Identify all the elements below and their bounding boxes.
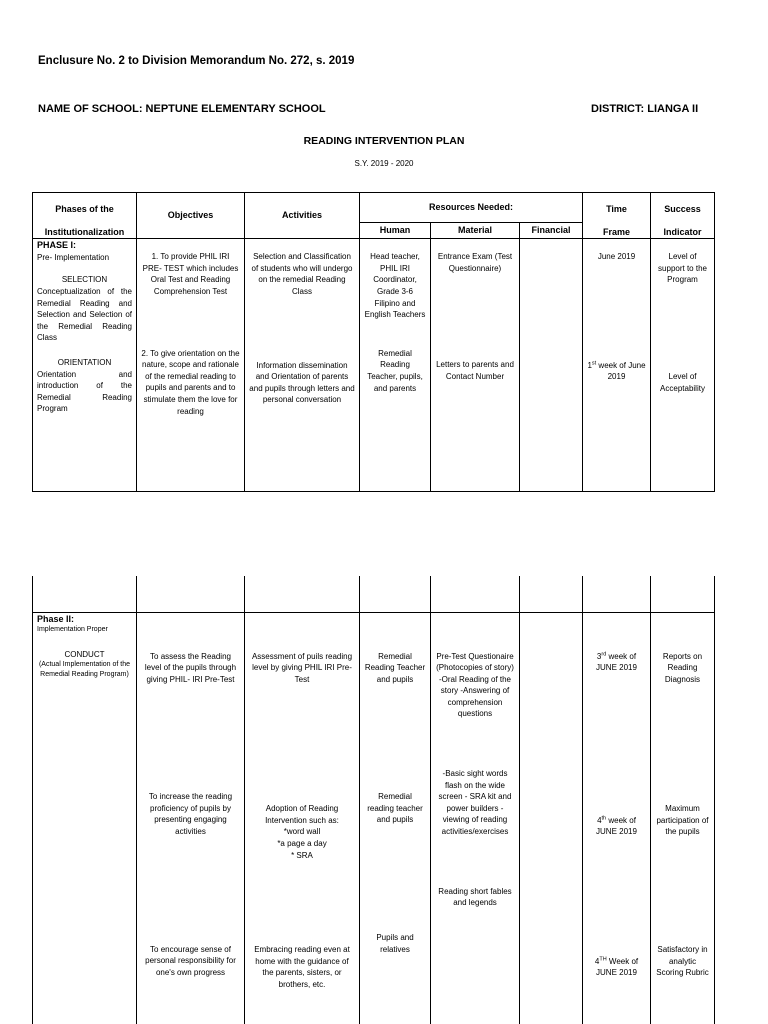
time-cell: June 2019 1st week of June 2019: [583, 239, 651, 492]
col-human: Human: [360, 223, 431, 239]
district-name: DISTRICT: LIANGA II: [591, 103, 699, 115]
material-cell: Entrance Exam (Test Questionnaire) Letters to parents and Contact Number: [431, 239, 520, 492]
selection-desc: Conceptualization of the Remedial Reading and Selection and Selection of the Remedial Reading Class: [37, 286, 132, 343]
orientation-heading: ORIENTATION: [57, 357, 112, 367]
col-objectives: Objectives: [137, 193, 245, 239]
school-name: NAME OF SCHOOL: NEPTUNE ELEMENTARY SCHOOL: [38, 103, 326, 115]
financial-cell: [520, 612, 583, 1024]
col-success-indicator: Success Indicator: [651, 193, 715, 239]
objective-cell: 1. To provide PHIL IRI PRE- TEST which includes Oral Test and Reading Comprehension Test 2. To give orientation on the nature, scope and rationale of the remedial reading to pupils and parents and to stimulate them the love for reading: [137, 239, 245, 492]
col-resources: Resources Needed:: [360, 193, 583, 223]
conduct-heading: CONDUCT: [64, 649, 105, 659]
col-time-frame: Time Frame: [583, 193, 651, 239]
plan-title: READING INTERVENTION PLAN: [303, 135, 465, 147]
objective-cell: To assess the Reading level of the pupils through giving PHIL- IRI Pre-Test To increase the reading proficiency of pupils by presenting engaging activities To encourage sense of personal responsibility for one's own progress: [137, 612, 245, 1024]
col-material: Material: [431, 223, 520, 239]
enclosure-line: Enclusure No. 2 to Division Memorandum No. 272, s. 2019: [38, 55, 355, 67]
table-row: [33, 612, 715, 1024]
phase1-subtitle: Pre- Implementation: [37, 252, 110, 262]
time-cell: 3rd week of JUNE 2019 4th week of JUNE 2019 4TH Week of JUNE 2019: [583, 612, 651, 1024]
col-phases: Phases of the Institutionalization: [33, 193, 137, 239]
activity-cell: Selection and Classification of students who will undergo on the remedial Reading Class Information dissemination and Orientation of parents and pupils through letters and personal conversation: [245, 239, 360, 492]
intervention-table-page2: [32, 576, 715, 1024]
phase-cell: [33, 612, 137, 1024]
school-year: S.Y. 2019 - 2020: [354, 159, 414, 168]
table-row: [33, 239, 715, 492]
success-cell: Reports on Reading Diagnosis Maximum participation of the pupils Satisfactory in analytic Scoring Rubric: [651, 612, 715, 1024]
human-cell: Head teacher, PHIL IRI Coordinator, Grade 3-6 Filipino and English Teachers Remedial Reading Teacher, pupils, and parents: [360, 239, 431, 492]
orientation-desc: Orientation and introduction of the Remedial Reading Program: [37, 369, 132, 414]
phase-cell: [33, 239, 137, 492]
phase2-title: Phase II:: [37, 613, 75, 624]
human-cell: Remedial Reading Teacher and pupils Remedial reading teacher and pupils Pupils and relatives: [360, 612, 431, 1024]
col-activities: Activities: [245, 193, 360, 239]
material-cell: Pre-Test Questionaire (Photocopies of story) -Oral Reading of the story -Answering of comprehension questions -Basic sight words flash on the wide screen - SRA kit and power builders -viewing of reading activities/exercises Reading short fables and legends: [431, 612, 520, 1024]
phase1-title: PHASE I:: [37, 240, 77, 251]
intervention-table-page1: [32, 192, 715, 492]
activity-cell: Assessment of puils reading level by giving PHIL IRI Pre-Test Adoption of Reading Intervention such as: *word wall *a page a day * SRA Embracing reading even at home with the guidance of the parents, sisters, or brothers, etc.: [245, 612, 360, 1024]
financial-cell: [520, 239, 583, 492]
col-financial: Financial: [520, 223, 583, 239]
phase2-subtitle: Implementation Proper: [37, 626, 108, 634]
selection-heading: SELECTION: [61, 275, 108, 285]
conduct-desc: (Actual Implementation of the Remedial Reading Program): [38, 661, 131, 678]
success-cell: Level of support to the Program Level of Acceptability: [651, 239, 715, 492]
